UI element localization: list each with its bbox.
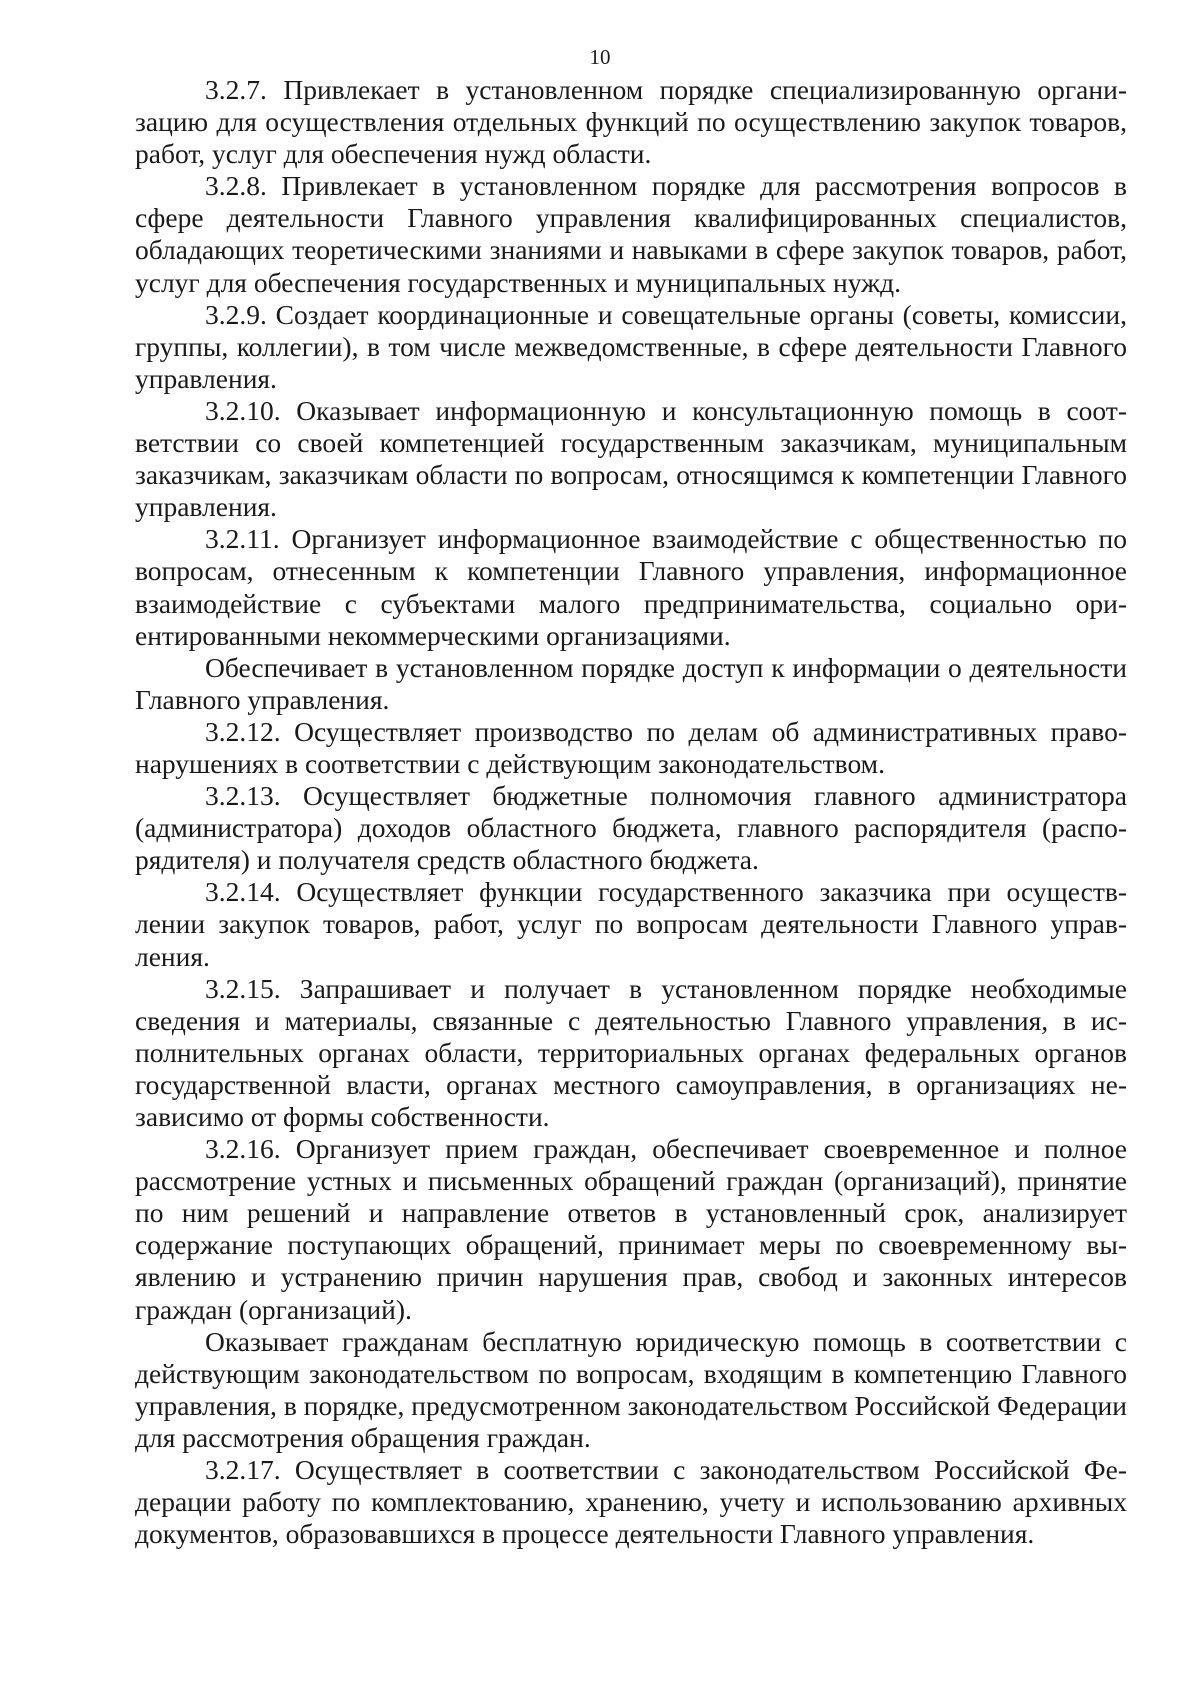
- paragraph-3-2-16-continued: Оказывает гражданам бесплатную юридическую помощь в соответствии с действующим законодательством по вопросам, входящим в компетенцию Главного управления, в порядке, предусмотренном законодательством Российской Федерации для рассмотрения обращения граждан.: [135, 1325, 1127, 1453]
- paragraph-3-2-7: 3.2.7. Привлекает в установленном порядке специализированную организацию для осуществления отдельных функций по осуществлению закупок товаров, работ, услуг для обеспечения нужд области.: [135, 74, 1127, 170]
- paragraph-3-2-11-continued: Обеспечивает в установленном порядке доступ к информации о деятельности Главного управления.: [135, 651, 1127, 715]
- paragraph-3-2-10: 3.2.10. Оказывает информационную и консультационную помощь в соответствии со своей компетенцией государственным заказчикам, муниципальным заказчикам, заказчикам области по вопросам, относящимся к компетенции Главного управления.: [135, 394, 1127, 523]
- paragraph-3-2-11: 3.2.11. Организует информационное взаимодействие с общественностью по вопросам, отнесенным к компетенции Главного управления, информационное взаимодействие с субъектами малого предпринимательства, социально ориентированными некоммерческими организациями.: [135, 523, 1127, 651]
- document-body: [135, 74, 1127, 1550]
- paragraph-3-2-8: 3.2.8. Привлекает в установленном порядке для рассмотрения вопросов в сфере деятельности Главного управления квалифицированных специалистов, обладающих теоретическими знаниями и навыками в сфере закупок товаров, работ, услуг для обеспечения государственных и муниципальных нужд.: [135, 170, 1127, 298]
- paragraph-3-2-14: 3.2.14. Осуществляет функции государственного заказчика при осуществлении закупок товаров, работ, услуг по вопросам деятельности Главного управления.: [135, 876, 1127, 972]
- page-number: 10: [589, 45, 611, 69]
- paragraph-3-2-12: 3.2.12. Осуществляет производство по делам об административных правонарушениях в соответствии с действующим законодательством.: [135, 715, 1127, 779]
- paragraph-3-2-15: 3.2.15. Запрашивает и получает в установленном порядке необходимые сведения и материалы, связанные с деятельностью Главного управления, в исполнительных органах области, территориальных органах федеральных органов государственной власти, органах местного самоуправления, в организациях независимо от формы собственности.: [135, 972, 1127, 1132]
- paragraph-3-2-16: 3.2.16. Организует прием граждан, обеспечивает своевременное и полное рассмотрение устных и письменных обращений граждан (организаций), принятие по ним решений и направление ответов в установленный срок, анализирует содержание поступающих обращений, принимает меры по своевременному выявлению и устранению причин нарушения прав, свобод и законных интересов граждан (организаций).: [135, 1133, 1127, 1325]
- paragraph-3-2-9: 3.2.9. Создает координационные и совещательные органы (советы, комиссии, группы, коллегии), в том числе межведомственные, в сфере деятельности Главного управления.: [135, 298, 1127, 394]
- paragraph-3-2-13: 3.2.13. Осуществляет бюджетные полномочия главного администратора (администратора) доходов областного бюджета, главного распорядителя (распорядителя) и получателя средств областного бюджета.: [135, 780, 1127, 876]
- paragraph-3-2-17: 3.2.17. Осуществляет в соответствии с законодательством Российской Федерации работу по комплектованию, хранению, учету и использованию архивных документов, образовавшихся в процессе деятельности Главного управления.: [135, 1454, 1127, 1550]
